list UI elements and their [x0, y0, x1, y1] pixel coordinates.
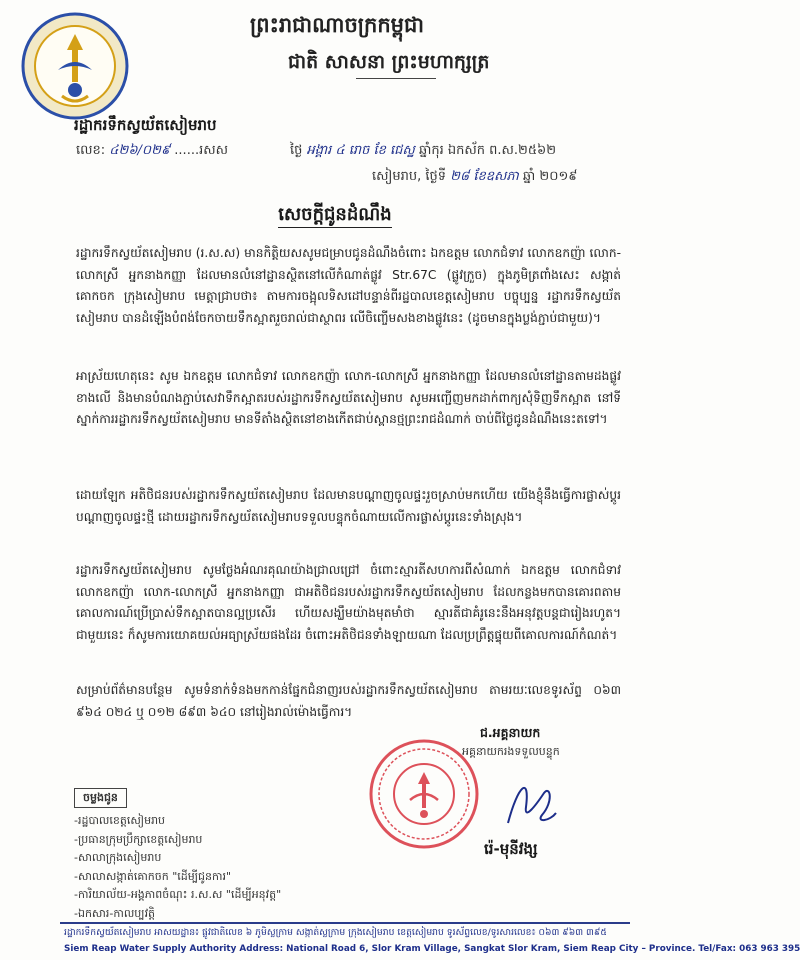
authority-logo — [20, 10, 130, 122]
cc-item: -សាលាក្រុងសៀមរាប — [74, 851, 162, 865]
signatory-subtitle: អគ្គនាយករងទទួលបន្ទុក — [462, 745, 560, 758]
reference-label: លេខ: — [76, 143, 106, 158]
cc-item: -ឯកសារ-កាលប្បវត្តិ — [74, 906, 156, 920]
cc-heading: ចម្លងជូន — [74, 788, 127, 808]
lunar-day: អង្គារ ៤ រោច — [306, 143, 370, 158]
solar-day: ២៨ — [450, 169, 470, 184]
header-divider — [356, 78, 436, 79]
solar-year: ឆ្នាំ ២០១៩ — [522, 169, 578, 184]
footer-address-english: Siem Reap Water Supply Authority Address: National Road 6, Slor Kram Village, Sangkat Slor Kram, Siem Reap City – Province. Tel/Fax: 063 963 395 — [64, 944, 800, 954]
reference-number — [76, 142, 228, 161]
signatory-name: រ៉េ-មុនីវង្ស — [484, 840, 538, 858]
solar-prefix: សៀមរាប, ថ្ងៃទី — [372, 169, 447, 184]
kingdom-heading: ព្រះរាជាណាចក្រកម្ពុជា — [250, 13, 425, 37]
cc-item: -សាលាសង្កាត់គោកចក "ដើម្បីជូនការ" — [74, 869, 232, 883]
paragraph-3: ដោយឡែក អតិថិជនរបស់រដ្ឋាករទឹកស្វយ័តសៀមរាប ដែលមានបណ្តាញចូលផ្ទះរួចស្រាប់មកហើយ យើងខ្ញុំនឹងធ្វើការផ្លាស់ប្តូរបណ្តាញចូលផ្ទះថ្មី ដោយរដ្ឋាករទឹកស្វយ័តសៀមរាបទទួលបន្ទុកចំណាយលើការផ្លាស់ប្តូរនេះទាំងស្រុង។ — [76, 488, 621, 524]
footer-address-khmer: រដ្ឋាករទឹកស្វយ័តសៀមរាប អាសយដ្ឋាន៖ ផ្លូវជាតិលេខ ៦ ភូមិស្លក្រាម សង្កាត់ស្លក្រាម ក្រុងសៀមរាប ខេត្តសៀមរាប ទូរស័ព្ទលេខ/ទូរសារលេខ៖ ០៦៣ ៩៦៣ ៣៩៥ — [64, 927, 607, 938]
lunar-prefix: ថ្ងៃ — [290, 143, 303, 158]
signatory-title: ជ.អគ្គនាយក — [480, 725, 541, 740]
cc-item: -ការិយាល័យ-អង្គភាពចំណុះ រ.ស.ស "ដើម្បីអនុវត្ត" — [74, 888, 282, 902]
organization-name: រដ្ឋាករទឹកស្វយ័តសៀមរាប — [74, 116, 217, 134]
document-title — [0, 202, 670, 229]
paragraph-4: រដ្ឋាករទឹកស្វយ័តសៀមរាប សូមថ្លែងអំណរគុណយ៉ាងជ្រាលជ្រៅ ចំពោះស្មារតីសហការពីសំណាក់ ឯកឧត្តម លោកជំទាវ លោកឧកញ៉ា លោក-លោកស្រី អ្នកនាងកញ្ញា ជាអតិថិជនរបស់រដ្ឋាករទឹកស្វយ័តសៀមរាប ដែលកន្លងមកបានគោរពតាមគោលការណ៍ប្រើប្រាស់ទឹកស្អាតបានល្អប្រសើរ ហើយសង្ឃឹមយ៉ាងមុតមាំថា ស្មារតីជាគំរូនេះនឹងអនុវត្តបន្តជារៀងរហូត។ ជាមួយនេះ ក៏សូមការយោគយល់អធ្យាស្រ័យផងដែរ ចំពោះអតិថិជនទាំងឡាយណា ដែលប្រព្រឹត្តផ្ទុយពីគោលការណ៍កំណត់។ — [76, 563, 621, 642]
carbon-copy-list — [74, 788, 282, 924]
paragraph-1: រដ្ឋាករទឹកស្វយ័តសៀមរាប (រ.ស.ស) មានកិត្តិយសសូមជម្រាបជូនដំណឹងចំពោះ ឯកឧត្តម លោកជំទាវ លោកឧកញ៉ា លោក-លោកស្រី អ្នកនាងកញ្ញា ដែលមានលំនៅដ្ឋានស្ថិតនៅលើកំណាត់ផ្លូវ Str.67C (ផ្លូវក្រួច) ក្នុងភូមិត្រពាំងសេះ សង្កាត់គោកចក ក្រុងសៀមរាប មេត្តាជ្រាបថា៖ តាមការចង្អុលទិសដៅបន្ទាន់ពីរដ្ឋបាលខេត្តសៀមរាប បច្ចុប្បន្ន រដ្ឋាករទឹកស្វយ័តសៀមរាប បានដំឡើងបំពង់ចែកចាយទឹកស្អាតរួចរាល់ជាស្ថាពរ លើចិញ្ចើមសងខាងផ្លូវនេះ (ដូចមានក្នុងប្លង់ភ្ជាប់ជាមួយ)។ — [76, 246, 621, 325]
national-motto: ជាតិ សាសនា ព្រះមហាក្សត្រ — [288, 51, 490, 73]
lunar-date — [290, 142, 556, 161]
lunar-rest: ឆ្នាំកុរ ឯកស័ក ព.ស.២៥៦២ — [418, 143, 557, 158]
reference-value: ៤២៦/០២៩ — [109, 143, 171, 158]
footer-divider — [60, 922, 630, 924]
cc-item: -រដ្ឋបាលខេត្តសៀមរាប — [74, 814, 166, 827]
document-title-text: សេចក្តីជូនដំណឹង — [278, 204, 391, 228]
paragraph-5: សម្រាប់ព័ត៌មានបន្ថែម សូមទំនាក់ទំនងមកកាន់ផ្នែកជំនាញរបស់រដ្ឋាករទឹកស្វយ័តសៀមរាប តាមរយៈលេខទូរស័ព្ទ ០៦៣ ៩៦៤ ០២៤ ឬ ០១២ ៨៩៣ ៦៤០ នៅរៀងរាល់ម៉ោងធ្វើការ។ — [76, 683, 621, 719]
cc-item: -ប្រធានក្រុមប្រឹក្សាខេត្តសៀមរាប — [74, 832, 203, 846]
solar-date — [372, 168, 578, 187]
solar-month: ខែឧសភា — [473, 169, 519, 184]
reference-suffix: ......រសស — [174, 143, 228, 158]
lunar-month: ខែ ជេស្ឋ — [373, 143, 415, 158]
handwritten-signature — [500, 765, 560, 835]
paragraph-2: អាស្រ័យហេតុនេះ សូម ឯកឧត្តម លោកជំទាវ លោកឧកញ៉ា លោក-លោកស្រី អ្នកនាងកញ្ញា ដែលមានលំនៅដ្ឋានតាមដងផ្លូវខាងលើ និងមានបំណងភ្ជាប់សេវាទឹកស្អាតរបស់រដ្ឋាករទឹកស្វយ័តសៀមរាប សូមអញ្ជើញមកដាក់ពាក្យសុំទិញទឹកស្អាត នៅទីស្នាក់ការរដ្ឋាករទឹកស្វយ័តសៀមរាប មានទីតាំងស្ថិតនៅខាងកើតជាប់ស្ពានថ្មព្រះរាជដំណាក់ ចាប់ពីថ្ងៃជូនដំណឹងនេះតទៅ។ — [76, 369, 621, 426]
